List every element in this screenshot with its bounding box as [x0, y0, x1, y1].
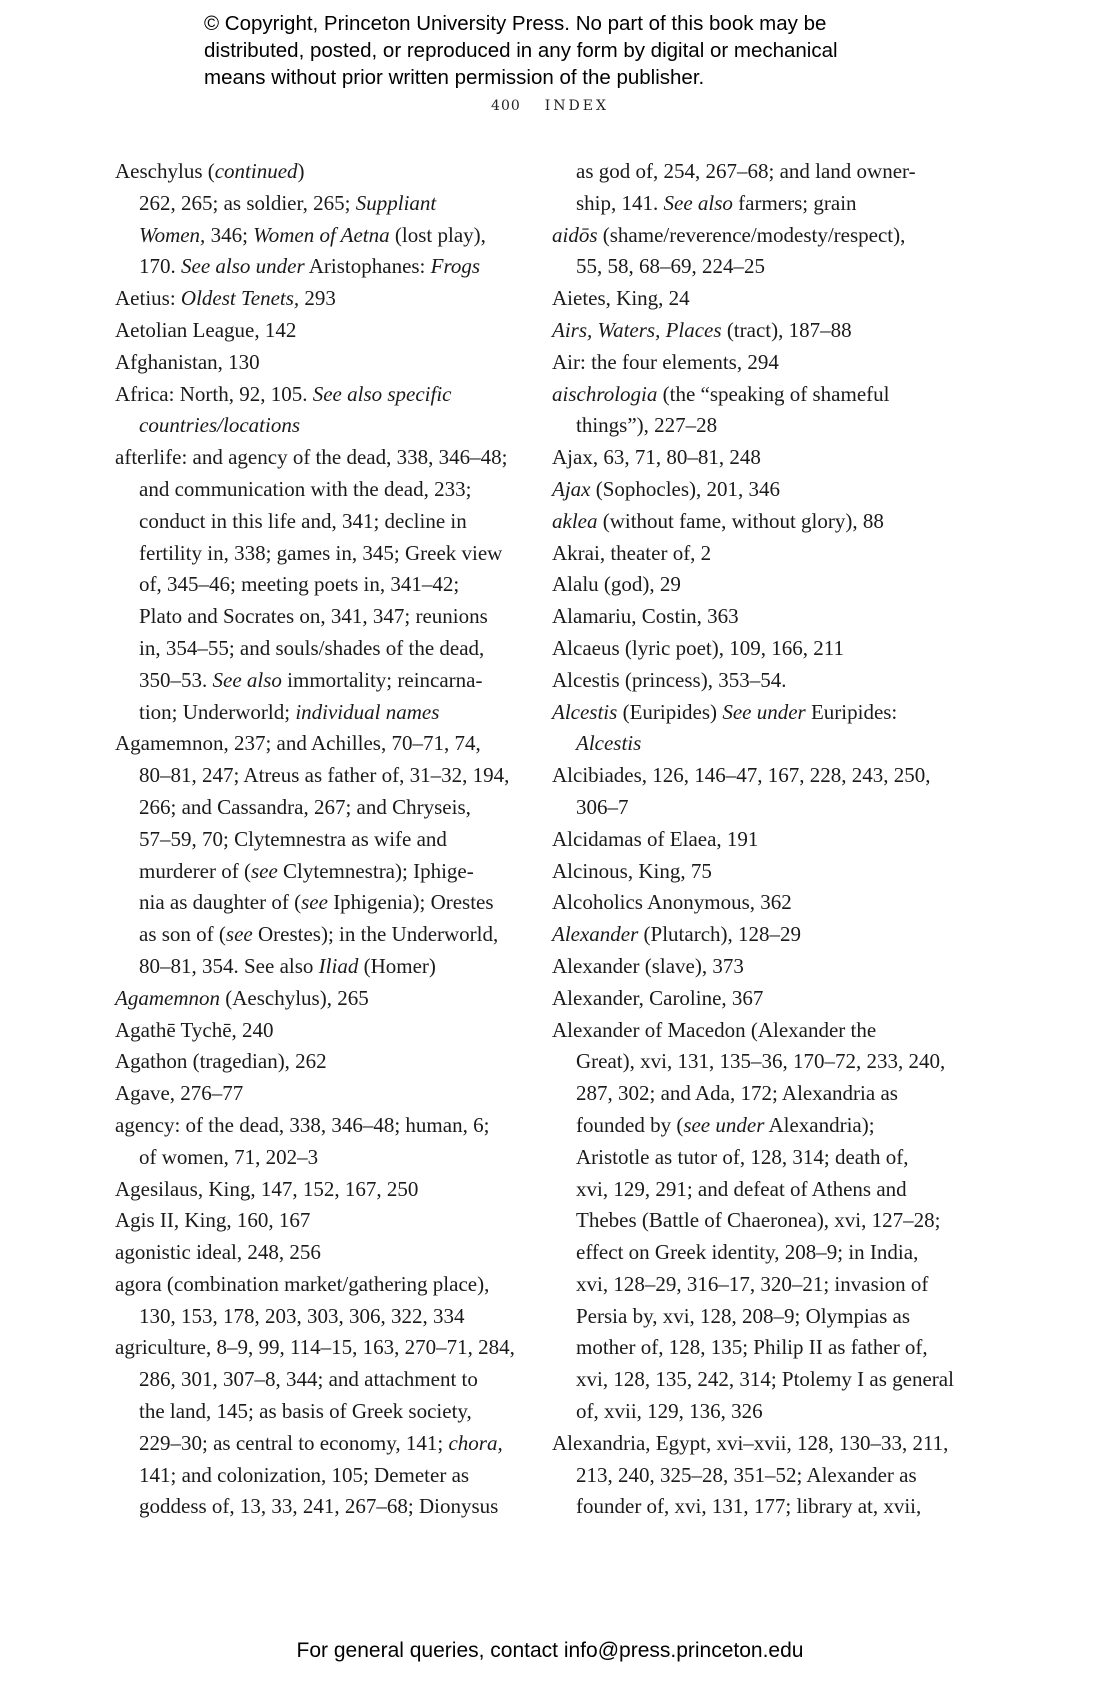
index-entry: Alcestis (Euripides) See under Euripides:: [552, 699, 898, 724]
index-entry-continuation: 80–81, 354. See also Iliad (Homer): [139, 953, 436, 978]
index-entry: Akrai, theater of, 2: [552, 540, 712, 565]
index-entry: Agathē Tychē, 240: [115, 1017, 274, 1042]
index-entry: Alcidamas of Elaea, 191: [552, 826, 759, 851]
index-entry-continuation: 287, 302; and Ada, 172; Alexandria as: [576, 1081, 898, 1106]
index-entry: Alcinous, King, 75: [552, 858, 712, 883]
index-entry-continuation: countries/locations: [139, 413, 300, 438]
index-entry-continuation: 350–53. See also immortality; reincarna-: [139, 667, 483, 692]
index-entry-continuation: Aristotle as tutor of, 128, 314; death of,: [576, 1144, 909, 1169]
index-entry: Alcaeus (lyric poet), 109, 166, 211: [552, 635, 844, 660]
index-entry-continuation: 55, 58, 68–69, 224–25: [576, 254, 765, 279]
index-entry-continuation: 266; and Cassandra, 267; and Chryseis,: [139, 794, 471, 819]
index-entry: aidōs (shame/reverence/modesty/respect),: [552, 222, 906, 247]
index-entry-continuation: Persia by, xvi, 128, 208–9; Olympias as: [576, 1303, 911, 1328]
index-entry-continuation: nia as daughter of (see Iphigenia); Orestes: [139, 890, 494, 915]
copyright-line: means without prior written permission of the publisher.: [204, 66, 705, 89]
index-entry-continuation: as god of, 254, 267–68; and land owner-: [576, 159, 916, 183]
index-entry: agonistic ideal, 248, 256: [115, 1240, 321, 1265]
index-entry: agora (combination market/gathering place),: [115, 1271, 490, 1296]
index-entry: Alamariu, Costin, 363: [552, 604, 739, 629]
index-entry-continuation: Alcestis: [576, 731, 642, 756]
index-entry: Alcestis (princess), 353–54.: [552, 667, 787, 692]
section-title: INDEX: [544, 98, 609, 114]
index-entry-continuation: of, 345–46; meeting poets in, 341–42;: [139, 572, 460, 597]
index-entry: Agesilaus, King, 147, 152, 167, 250: [115, 1176, 419, 1201]
index-entry-continuation: Women, 346; Women of Aetna (lost play),: [139, 222, 486, 247]
index-entry-continuation: founded by (see under Alexandria);: [576, 1112, 875, 1137]
index-entry-continuation: ship, 141. See also farmers; grain: [576, 190, 857, 215]
copyright-line: © Copyright, Princeton University Press. No part of this book may be: [204, 12, 827, 35]
index-entry: Airs, Waters, Places (tract), 187–88: [552, 317, 852, 342]
index-entry-continuation: of, xvii, 129, 136, 326: [576, 1399, 763, 1424]
index-entry: Agave, 276–77: [115, 1081, 244, 1106]
index-entry: Ajax, 63, 71, 80–81, 248: [552, 445, 761, 470]
index-entry-continuation: the land, 145; as basis of Greek society,: [139, 1399, 472, 1424]
footer-contact: For general queries, contact info@press.princeton.edu: [296, 1639, 804, 1662]
index-entry: Alcoholics Anonymous, 362: [552, 890, 792, 915]
index-entry-continuation: 213, 240, 325–28, 351–52; Alexander as: [576, 1462, 917, 1487]
index-entry-continuation: goddess of, 13, 33, 241, 267–68; Dionysus: [139, 1494, 499, 1519]
index-entry-continuation: fertility in, 338; games in, 345; Greek view: [139, 540, 503, 565]
index-entry: Alcibiades, 126, 146–47, 167, 228, 243, 250,: [552, 763, 931, 788]
index-entry-continuation: things”), 227–28: [576, 413, 718, 438]
index-entry: agriculture, 8–9, 99, 114–15, 163, 270–71, 284,: [115, 1335, 515, 1360]
index-entry: Aietes, King, 24: [552, 286, 690, 311]
index-entry: Agamemnon, 237; and Achilles, 70–71, 74,: [115, 731, 481, 756]
index-entry-continuation: conduct in this life and, 341; decline in: [139, 508, 467, 533]
copyright-line: distributed, posted, or reproduced in any form by digital or mechanical: [204, 39, 838, 62]
index-entry: Africa: North, 92, 105. See also specific: [115, 381, 452, 406]
index-entry: Alalu (god), 29: [552, 572, 681, 597]
index-entry: Alexander, Caroline, 367: [552, 985, 764, 1010]
index-entry: agency: of the dead, 338, 346–48; human, 6;: [115, 1112, 490, 1137]
index-entry-continuation: 286, 301, 307–8, 344; and attachment to: [139, 1367, 478, 1392]
page-number: 400: [491, 98, 521, 114]
index-entry-continuation: 130, 153, 178, 203, 303, 306, 322, 334: [139, 1303, 465, 1328]
index-entry-continuation: xvi, 128, 135, 242, 314; Ptolemy I as general: [576, 1367, 954, 1392]
index-entry: aklea (without fame, without glory), 88: [552, 508, 884, 533]
index-column-right: [552, 156, 952, 1523]
running-head: [0, 98, 1100, 114]
index-entry: Alexander of Macedon (Alexander the: [552, 1017, 877, 1042]
index-entry: Aetolian League, 142: [115, 317, 297, 342]
index-entry-continuation: murderer of (see Clytemnestra); Iphige-: [139, 858, 474, 883]
index-entry-continuation: 57–59, 70; Clytemnestra as wife and: [139, 826, 447, 851]
index-entry-continuation: xvi, 128–29, 316–17, 320–21; invasion of: [576, 1271, 929, 1296]
index-entry-continuation: 170. See also under Aristophanes: Frogs: [139, 254, 481, 279]
index-entry-continuation: 306–7: [576, 794, 629, 819]
copyright-notice: [204, 10, 964, 91]
index-entry: Agamemnon (Aeschylus), 265: [115, 985, 369, 1010]
index-entry-continuation: founder of, xvi, 131, 177; library at, xvii,: [576, 1494, 922, 1519]
index-entry-continuation: 80–81, 247; Atreus as father of, 31–32, 194,: [139, 763, 510, 788]
index-entry-continuation: and communication with the dead, 233;: [139, 476, 472, 501]
index-column-left: [115, 156, 515, 1523]
index-entry-continuation: xvi, 129, 291; and defeat of Athens and: [576, 1176, 907, 1201]
index-entry: Agathon (tragedian), 262: [115, 1049, 327, 1074]
index-entry: Agis II, King, 160, 167: [115, 1208, 311, 1233]
index-entry-continuation: effect on Greek identity, 208–9; in India,: [576, 1240, 919, 1265]
index-entry: Ajax (Sophocles), 201, 346: [552, 476, 781, 501]
index-entry-continuation: tion; Underworld; individual names: [139, 699, 440, 724]
index-entry: Aetius: Oldest Tenets, 293: [115, 286, 336, 311]
index-entry-continuation: 229–30; as central to economy, 141; chora,: [139, 1430, 503, 1455]
index-entry: Afghanistan, 130: [115, 349, 260, 374]
index-entry-continuation: Great), xvi, 131, 135–36, 170–72, 233, 240,: [576, 1049, 946, 1074]
index-entry-continuation: as son of (see Orestes); in the Underworld,: [139, 922, 499, 947]
index-entry: Alexander (Plutarch), 128–29: [552, 922, 802, 947]
index-entry: Air: the four elements, 294: [552, 349, 779, 374]
index-entry-continuation: in, 354–55; and souls/shades of the dead,: [139, 635, 485, 660]
index-entry: afterlife: and agency of the dead, 338, 346–48;: [115, 445, 508, 470]
index-entry-continuation: Thebes (Battle of Chaeronea), xvi, 127–28;: [576, 1208, 941, 1233]
index-entry-continuation: mother of, 128, 135; Philip II as father of,: [576, 1335, 928, 1360]
index-entry-continuation: Plato and Socrates on, 341, 347; reunions: [139, 604, 488, 629]
index-entry: aischrologia (the “speaking of shameful: [552, 381, 890, 406]
index-entry-continuation: of women, 71, 202–3: [139, 1144, 319, 1169]
index-entry: Alexandria, Egypt, xvi–xvii, 128, 130–33, 211,: [552, 1430, 949, 1455]
index-entry: Alexander (slave), 373: [552, 953, 744, 978]
index-entry-continuation: 262, 265; as soldier, 265; Suppliant: [139, 190, 437, 215]
index-entry: Aeschylus (continued): [115, 159, 305, 183]
index-entry-continuation: 141; and colonization, 105; Demeter as: [139, 1462, 470, 1487]
